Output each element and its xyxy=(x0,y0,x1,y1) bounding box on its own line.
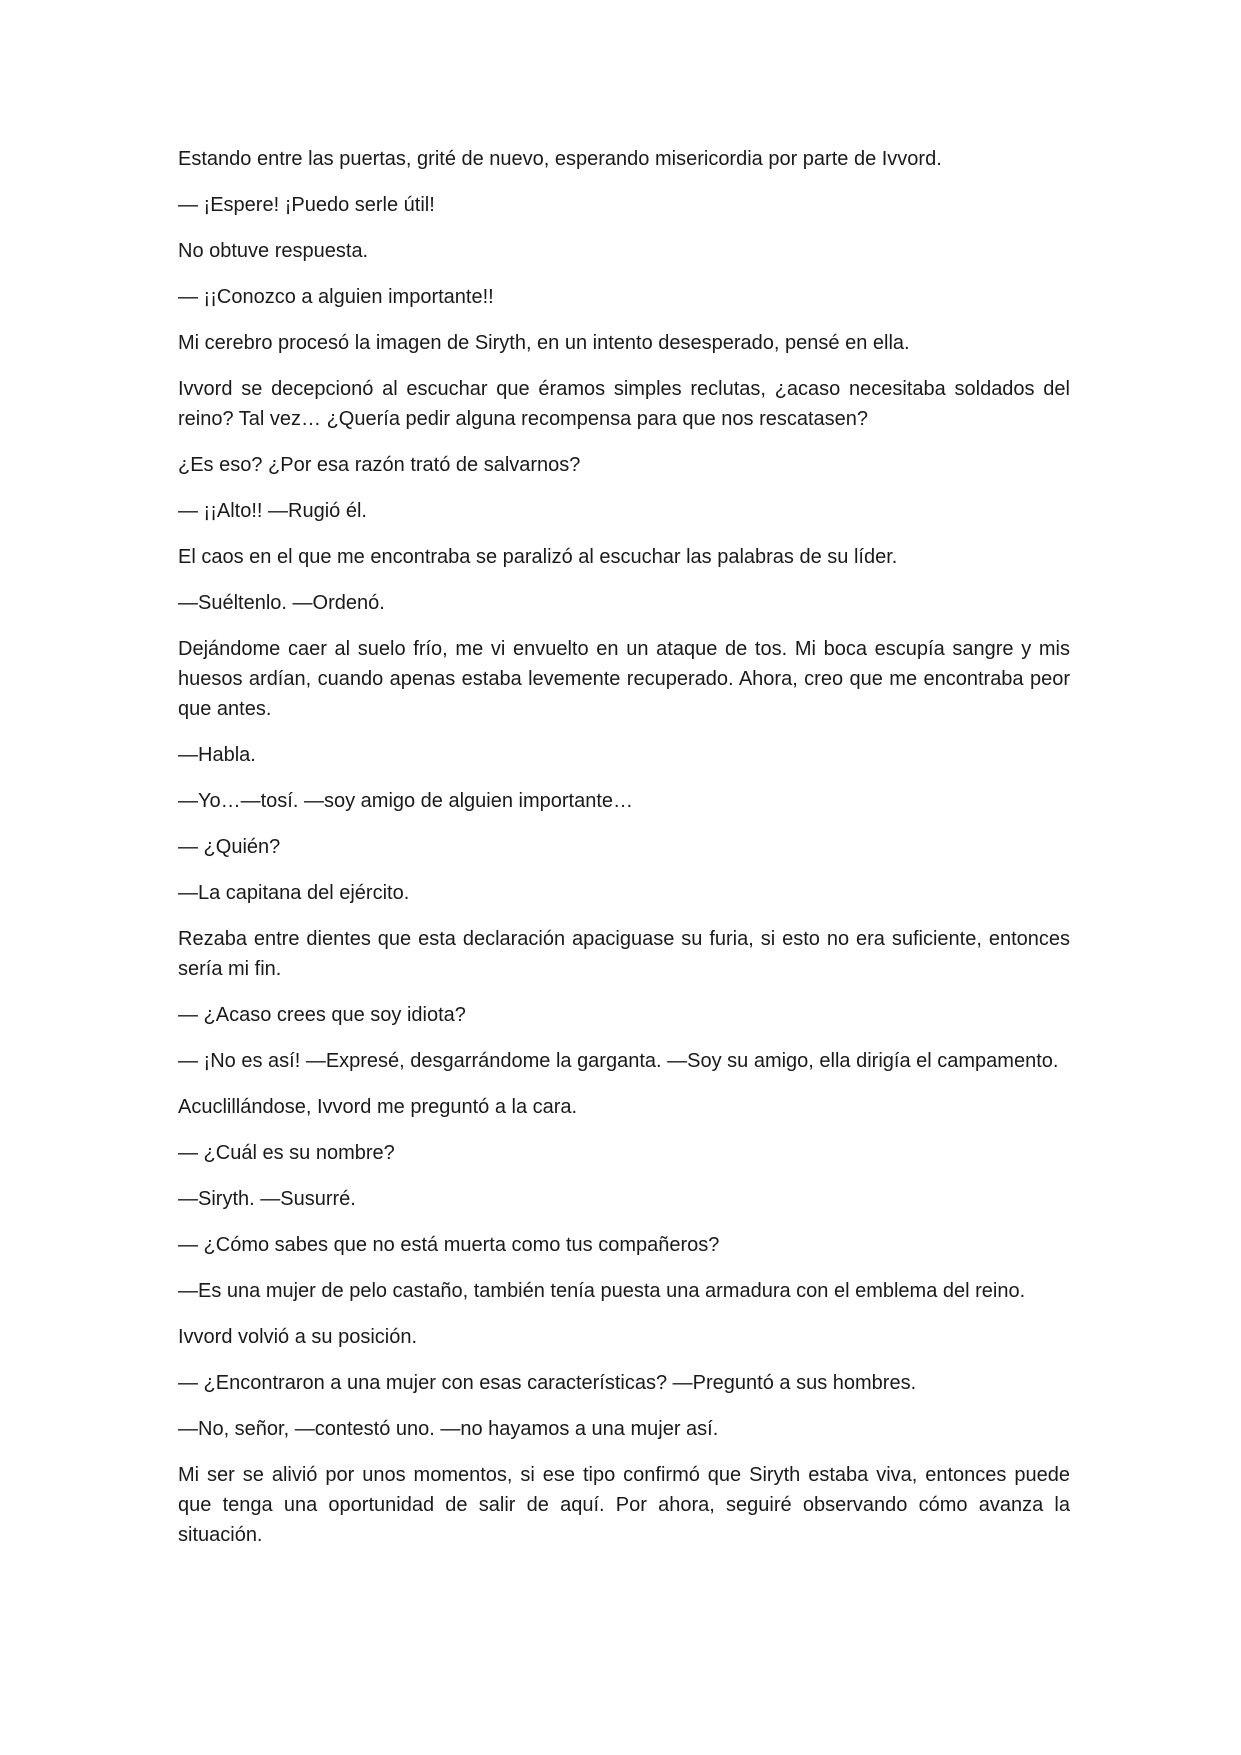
paragraph-14: — ¿Quién? xyxy=(178,836,281,858)
paragraph-2: — ¡Espere! ¡Puedo serle útil! xyxy=(178,194,435,216)
paragraph-27: Mi ser se alivió por unos momentos, si ese tipo confirmó que Siryth estaba viva, entonces puede que tenga una oportunidad de salir de aquí. Por ahora, seguiré observando cómo avanza la situación. xyxy=(178,1464,1070,1546)
paragraph-7: ¿Es eso? ¿Por esa razón trató de salvarnos? xyxy=(178,454,581,476)
paragraph-18: — ¡No es así! —Expresé, desgarrándome la garganta. —Soy su amigo, ella dirigía el campamento. xyxy=(178,1050,1059,1072)
paragraph-1: Estando entre las puertas, grité de nuevo, esperando misericordia por parte de Ivvord. xyxy=(178,148,942,170)
paragraph-10: —Suéltenlo. —Ordenó. xyxy=(178,592,385,614)
paragraph-25: — ¿Encontraron a una mujer con esas características? —Preguntó a sus hombres. xyxy=(178,1372,917,1394)
paragraph-8: — ¡¡Alto!! —Rugió él. xyxy=(178,500,367,522)
paragraph-12: —Habla. xyxy=(178,744,256,766)
paragraph-4: — ¡¡Conozco a alguien importante!! xyxy=(178,286,494,308)
paragraph-23: —Es una mujer de pelo castaño, también tenía puesta una armadura con el emblema del reino. xyxy=(178,1280,1026,1302)
paragraph-19: Acuclillándose, Ivvord me preguntó a la cara. xyxy=(178,1096,578,1118)
document-page xyxy=(178,144,1070,1566)
paragraph-24: Ivvord volvió a su posición. xyxy=(178,1326,418,1348)
paragraph-5: Mi cerebro procesó la imagen de Siryth, en un intento desesperado, pensé en ella. xyxy=(178,332,910,354)
paragraph-17: — ¿Acaso crees que soy idiota? xyxy=(178,1004,466,1026)
paragraph-11: Dejándome caer al suelo frío, me vi envuelto en un ataque de tos. Mi boca escupía sangre y mis huesos ardían, cuando apenas estaba levemente recuperado. Ahora, creo que me encontraba peor que antes. xyxy=(178,638,1070,720)
paragraph-9: El caos en el que me encontraba se paralizó al escuchar las palabras de su líder. xyxy=(178,546,898,568)
paragraph-3: No obtuve respuesta. xyxy=(178,240,369,262)
paragraph-26: —No, señor, —contestó uno. —no hayamos a una mujer así. xyxy=(178,1418,719,1440)
paragraph-20: — ¿Cuál es su nombre? xyxy=(178,1142,395,1164)
paragraph-13: —Yo…—tosí. —soy amigo de alguien importante… xyxy=(178,790,634,812)
paragraph-6: Ivvord se decepcionó al escuchar que éramos simples reclutas, ¿acaso necesitaba soldados del reino? Tal vez… ¿Quería pedir alguna recompensa para que nos rescatasen? xyxy=(178,378,1070,430)
paragraph-15: —La capitana del ejército. xyxy=(178,882,410,904)
paragraph-21: —Siryth. —Susurré. xyxy=(178,1188,356,1210)
paragraph-16: Rezaba entre dientes que esta declaración apaciguase su furia, si esto no era suficiente, entonces sería mi fin. xyxy=(178,928,1070,980)
paragraph-22: — ¿Cómo sabes que no está muerta como tus compañeros? xyxy=(178,1234,720,1256)
